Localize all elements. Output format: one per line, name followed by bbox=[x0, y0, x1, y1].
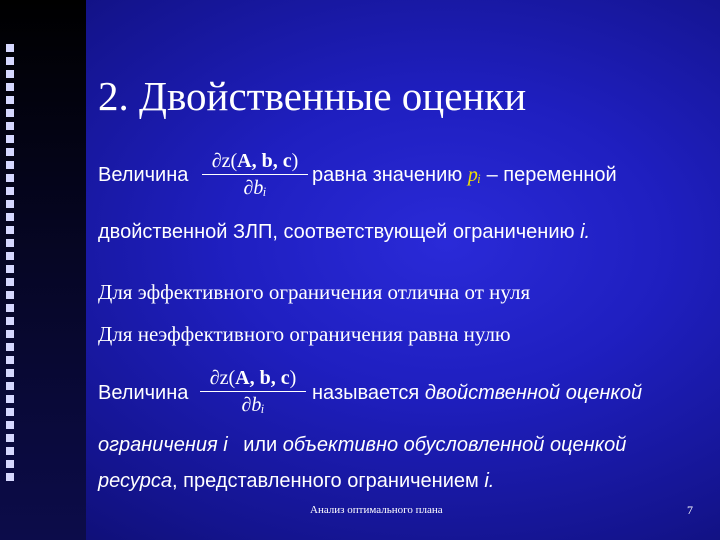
def2-line2-a: ограничения i bbox=[98, 434, 228, 456]
def1-fraction-bar bbox=[202, 174, 308, 175]
def2-line2-b: объективно обусловленной оценкой bbox=[282, 434, 627, 456]
def1-line2-text: двойственной ЗЛП, соответствующей ограничению bbox=[98, 221, 575, 243]
def1-text-line1 bbox=[312, 164, 617, 187]
def2-fraction-bar bbox=[200, 391, 306, 392]
footer-text: Анализ оптимального плана bbox=[310, 504, 443, 516]
def2-line3-a: ресурса bbox=[98, 470, 173, 492]
def1-fraction-denominator: ∂bᵢ bbox=[243, 177, 267, 199]
def2-fraction-numerator: ∂z(A, b, c) bbox=[209, 367, 297, 389]
def2-text-line3 bbox=[98, 470, 494, 493]
def2-line3-var: i. bbox=[484, 470, 495, 492]
def1-label: Величина bbox=[98, 164, 189, 186]
def1-text-line2 bbox=[98, 221, 590, 244]
slide-title: 2. Двойственные оценки bbox=[98, 73, 527, 119]
bullet-squares-decoration bbox=[6, 44, 16, 486]
def2-fraction bbox=[200, 366, 306, 417]
page-number: 7 bbox=[687, 503, 693, 517]
def2-term1: двойственной оценкой bbox=[424, 382, 643, 404]
def2-after-text: называется bbox=[312, 382, 420, 404]
def2-line3-b: , представленного ограничением bbox=[172, 470, 479, 492]
def2-text-line2 bbox=[98, 434, 626, 457]
statement-effective: Для эффективного ограничения отлична от нуля bbox=[98, 280, 531, 304]
def2-label: Величина bbox=[98, 382, 189, 404]
def2-text-line1 bbox=[312, 382, 642, 405]
def1-after-text: равна значению bbox=[312, 164, 463, 186]
statement-ineffective: Для неэффективного ограничения равна нулю bbox=[98, 322, 511, 346]
def1-fraction-numerator: ∂z(A, b, c) bbox=[211, 150, 299, 172]
def1-line2-var: i. bbox=[580, 221, 591, 243]
def1-tail-text: – переменной bbox=[486, 164, 617, 186]
def1-fraction bbox=[202, 149, 308, 200]
def1-p-variable: pᵢ bbox=[467, 164, 481, 186]
def2-fraction-denominator: ∂bᵢ bbox=[241, 394, 265, 416]
def2-line2-or: или bbox=[243, 434, 278, 456]
left-decorative-band bbox=[0, 0, 86, 540]
